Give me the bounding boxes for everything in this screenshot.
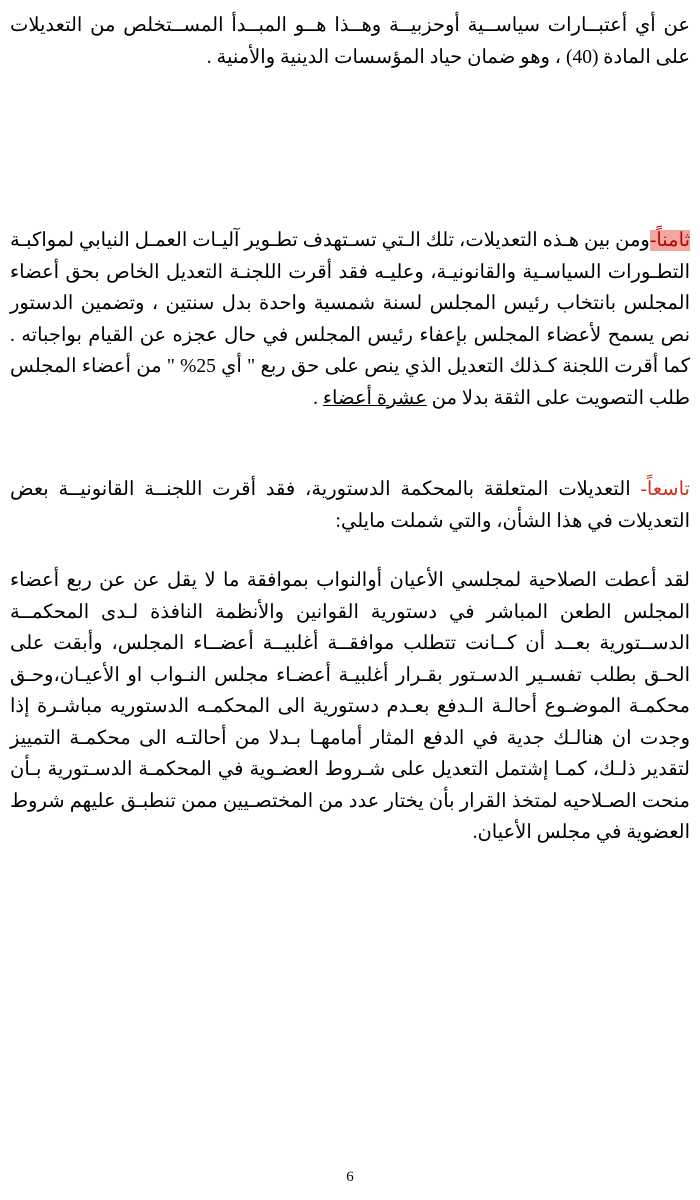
page-number: 6 <box>346 1169 354 1185</box>
section-marker-eighth: ثامناً- <box>649 230 690 251</box>
paragraph-4-text: لقد أعطت الصلاحية لمجلسي الأعيان أوالنواب بموافقة ما لا يقل عن عن ربع أعضاء المجلس الطعن المباشر في دستورية القوانين والأنظمة النافذة لـدى المحكمــة الدســتورية بعــد أن كــانت تتطلب موافقــة أغلبيــة أعضــاء المجلس، وأبقت على الحـق بطلب تفسـير الدسـتور بقـرار أغلبيـة أعضـاء مجلس النـواب او الأعيـان،وحـق محكمـة الموضـوع أحالـة الـدفع بعـدم دستورية الى المحكمـه الدستوريه مباشـرة إذا وجدت ان هنالـك جدية في الدفع المثار أمامهـا بـدلا من أحالتـه الى محكمـة التمييز لتقدير ذلـك، كمـا إشتمل التعديل على شـروط العضـوية في المحكمـة الدسـتورية بـأن منحت الصـلاحيه لمتخذ القرار بأن يختار عدد من المختصـيين ممن تنطبـق عليهم شروط العضوية في مجلس الأعيان. <box>10 570 690 843</box>
paragraph-1-text: عن أي أعتبــارات سياســية أوحزبيــة وهــذا هــو المبــدأ المســتخلص من التعديلات على المادة (40) ، وهو ضمان حياد المؤسسات الدينية والأمنية . <box>10 15 690 68</box>
paragraph-2-text: ومن بين هـذه التعديلات، تلك الـتي تسـتهدف تطـوير آليـات العمـل النيابي لمواكبـة التطـورات السياسـية والقانونيـة، وعليـه فقد أقرت اللجنـة التعديل الخاص بحق أعضاء المجلس بانتخاب رئيس المجلس لسنة شمسية واحدة بدل سنتين ، وتضمين الدستور نص يسمح لأعضاء المجلس بإعفاء رئيس المجلس في حال عجزه عن القيام بواجباته . كما أقرت اللجنة كـذلك التعديل الذي ينص على حق ربع " أي 25% " من أعضاء المجلس طلب التصويت على الثقة بدلا من <box>10 230 690 409</box>
paragraph-3 <box>6 474 694 537</box>
vertical-gap-3 <box>6 537 694 565</box>
paragraph-1 <box>6 10 694 73</box>
section-marker-ninth: تاسعاً- <box>640 479 690 500</box>
paragraph-3-text: التعديلات المتعلقة بالمحكمة الدستورية، فقد أقرت اللجنــة القانونيــة بعض التعديلات في هذا الشأن، والتي شملت مايلي: <box>10 479 690 532</box>
paragraph-2-underlined-phrase: عشرة أعضاء <box>322 387 427 409</box>
paragraph-4 <box>6 565 694 849</box>
paragraph-2-text-after: . <box>313 387 323 409</box>
vertical-gap-2 <box>6 414 694 474</box>
paragraph-2 <box>6 225 694 414</box>
vertical-gap-1 <box>6 73 694 225</box>
